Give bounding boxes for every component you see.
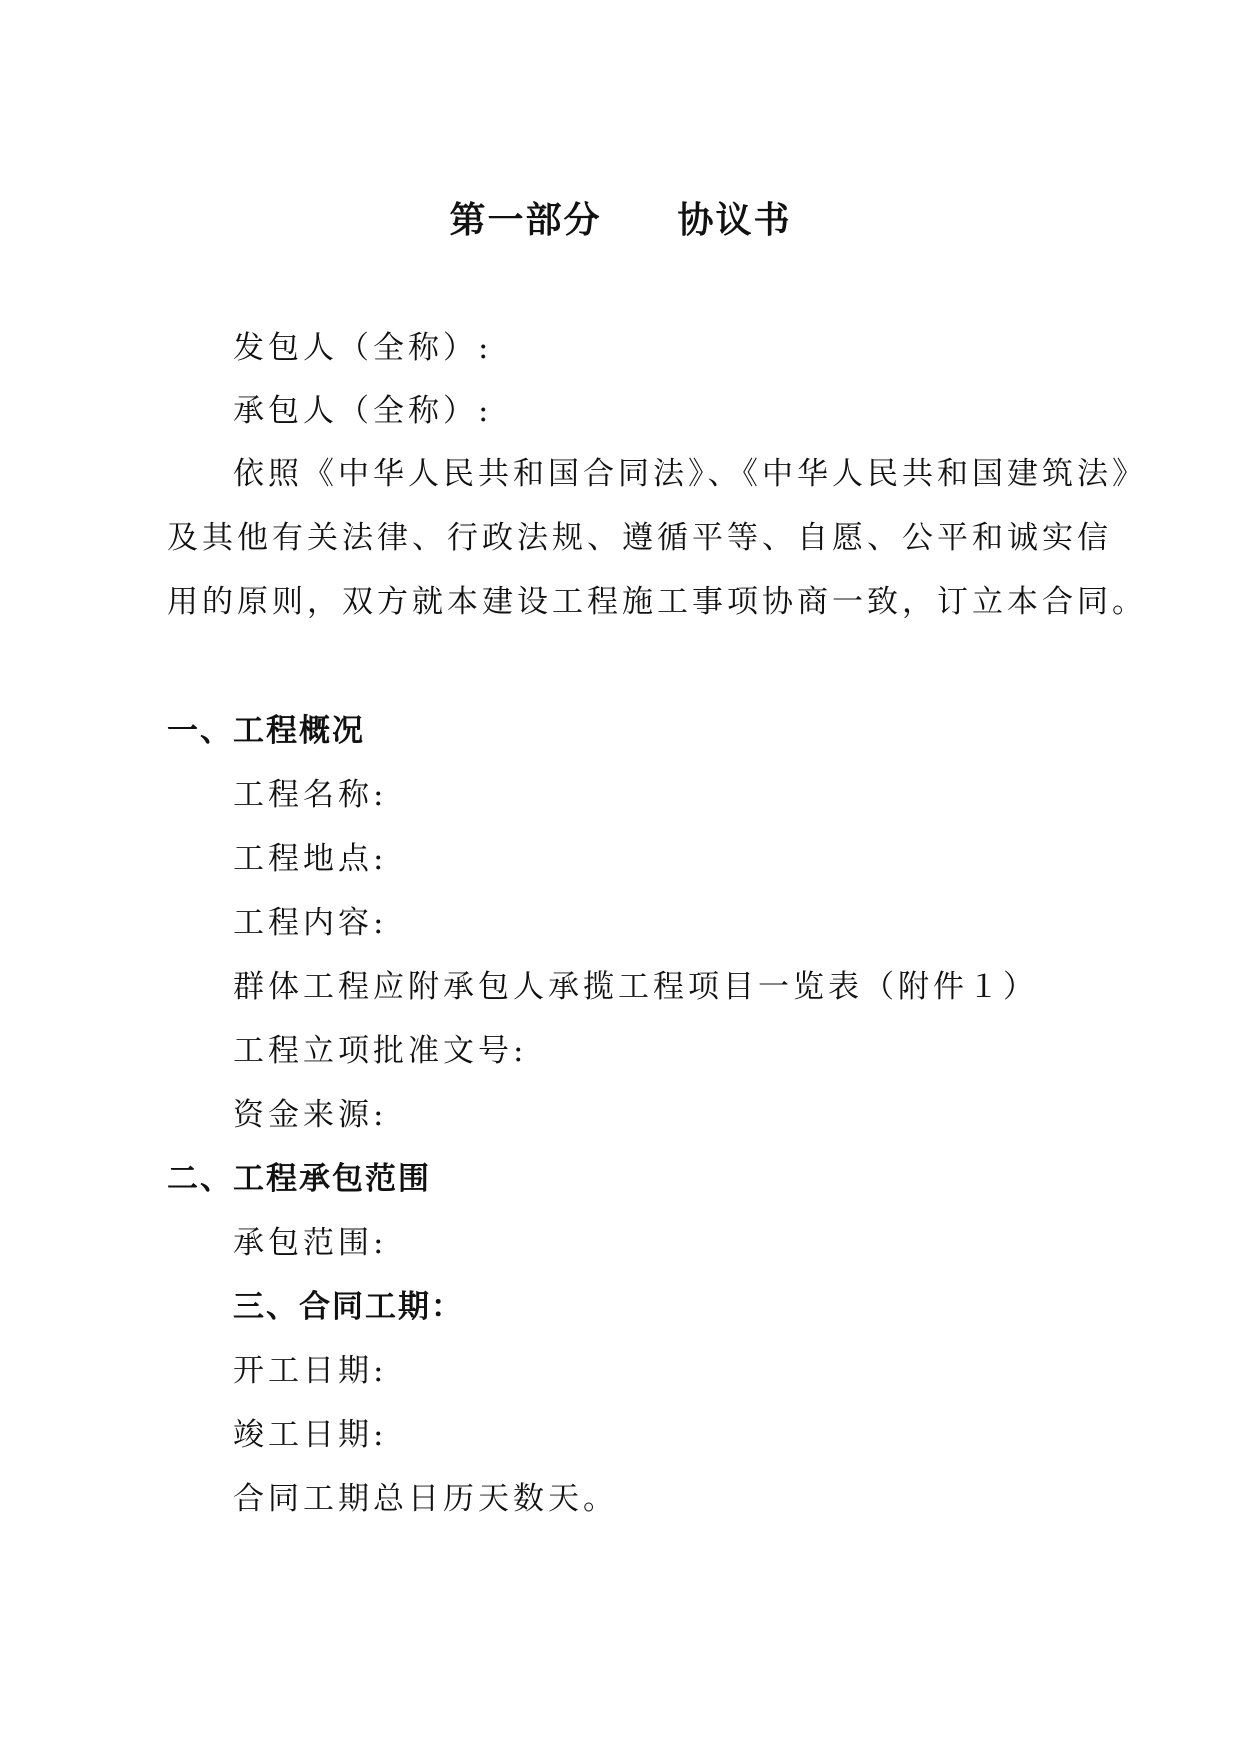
start-date-line: 开工日期: — [233, 1353, 388, 1389]
project-content-line: 工程内容: — [233, 905, 388, 941]
completion-date-line: 竣工日期: — [233, 1417, 388, 1453]
project-location-line: 工程地点: — [233, 841, 388, 877]
section-heading-contract-scope: 二、工程承包范围 — [167, 1161, 431, 1197]
document-title: 第一部分 协议书 — [449, 200, 792, 241]
approval-number-line: 工程立项批准文号: — [233, 1033, 528, 1069]
contractor-line: 承包人（全称）: — [233, 393, 493, 429]
funding-source-line: 资金来源: — [233, 1097, 388, 1133]
intro-line-3: 用的原则，双方就本建设工程施工事项协商一致，订立本合同。 — [167, 584, 1147, 620]
group-project-note-line: 群体工程应附承包人承揽工程项目一览表（附件１） — [233, 969, 1038, 1005]
section-heading-project-overview: 一、工程概况 — [167, 713, 365, 749]
intro-line-2: 及其他有关法律、行政法规、遵循平等、自愿、公平和诚实信 — [167, 520, 1112, 556]
scope-line: 承包范围: — [233, 1225, 388, 1261]
employer-line: 发包人（全称）: — [233, 330, 493, 366]
total-days-line: 合同工期总日历天数天。 — [233, 1481, 618, 1517]
section-heading-contract-period: 三、合同工期： — [233, 1289, 464, 1325]
project-name-line: 工程名称: — [233, 777, 388, 813]
intro-line-1: 依照《中华人民共和国合同法》、《中华人民共和国建筑法》 — [233, 456, 1147, 492]
